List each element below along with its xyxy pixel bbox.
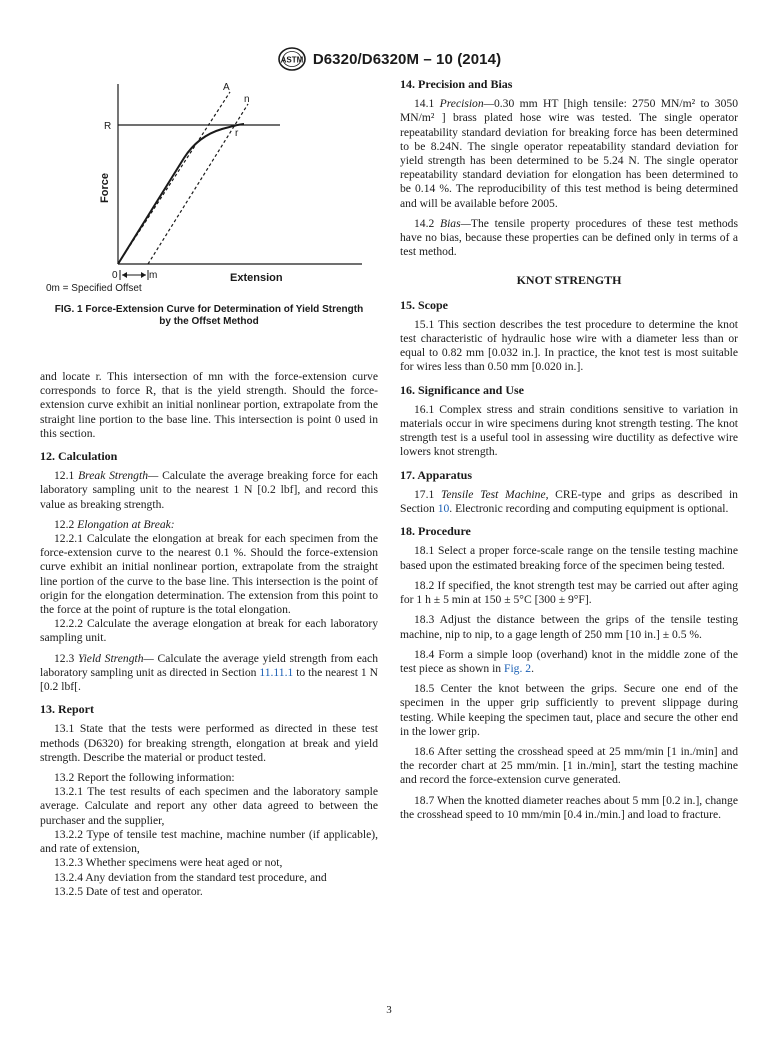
paragraph-12-2: 12.2 Elongation at Break: — [54, 517, 175, 531]
paragraph-18-4: 18.4 Form a simple loop (overhand) knot in the middle zone of the test piece as shown in Fig. 2. — [400, 647, 738, 675]
label-A: A — [223, 82, 230, 93]
paragraph-13-2-2: 13.2.2 Type of tensile test machine, machine number (if applicable), and rate of extension, — [40, 827, 378, 856]
paragraph-14-1: 14.1 Precision—0.30 mm HT [high tensile: 2750 MN/m² to 3050 MN/m² ] brass plated hose wire was tested. The single operator repeatability standard deviation for breaking force has been determined to be 8.24N. The single operator repeatability standard deviation for yield strength has been determined to be 5.24 N. The single operator repeatability standard deviation for elongation has been determined to be 0.14 %. The reproducibility of this test method is being determined and will be available before 2005. — [400, 97, 738, 210]
paragraph-13-2: 13.2 Report the following information: — [54, 771, 235, 785]
heading-scope: 15. Scope — [400, 297, 448, 312]
heading-procedure: 18. Procedure — [400, 524, 471, 539]
heading-calculation: 12. Calculation — [40, 449, 118, 464]
heading-report: 13. Report — [40, 702, 94, 717]
figure-caption: FIG. 1 Force-Extension Curve for Determination of Yield Strength by the Offset Method — [54, 304, 364, 327]
right-column — [400, 77, 738, 828]
paragraph-18-3: 18.3 Adjust the distance between the grips of the tensile testing machine, nip to nip, to a gage length of 250 mm [10 in.] ± 0.5 %. — [400, 613, 738, 641]
section-link-10[interactable]: 10 — [437, 502, 450, 516]
paragraph-12-3: 12.3 Yield Strength— Calculate the average yield strength from each laboratory sampling unit as directed in Section 11.11.1 to the nearest 1 N [0.2 lbf[. — [40, 651, 379, 694]
paragraph-13-2-1: 13.2.1 The test results of each specimen and the laboratory sample average. Calculate and report any other data agreed to between the purchaser and the supplier, — [40, 785, 378, 827]
paragraph-13-2-4: 13.2.4 Any deviation from the standard test procedure, and — [54, 870, 327, 884]
paragraph-18-7: 18.7 When the knotted diameter reaches about 5 mm [0.2 in.], change the crosshead speed to 10 mm/min [0.4 in./min.] and load to fracture. — [400, 793, 738, 821]
paragraph-16-1: 16.1 Complex stress and strain conditions sensitive to variation in materials occur in wire specimens during knot strength testing. The knot strength test is a useful tool in assessing wire ductility as defective wire lowers knot strength. — [400, 402, 738, 459]
heading-significance: 16. Significance and Use — [400, 382, 525, 397]
line-mn — [148, 104, 248, 264]
paragraph-18-2: 18.2 If specified, the knot strength test may be carried out after aging for 1 h ± 5 min at 150 ± 5°C [300 ± 9°F]. — [400, 578, 738, 607]
offset-note: 0m = Specified Offset — [46, 283, 142, 294]
force-extension-diagram — [40, 78, 378, 303]
paragraph-18-5: 18.5 Center the knot between the grips. Secure one end of the specimen in the upper grip sufficiently to prevent slippage during testing. While keeping the specimen taut, place and secure the other end in the lower grip. — [400, 682, 738, 738]
document-designation: D6320/D6320M – 10 (2014) — [312, 50, 502, 68]
paragraph-13-2-5: 13.2.5 Date of test and operator. — [54, 884, 203, 898]
paragraph-18-6: 18.6 After setting the crosshead speed at 25 mm/min [1 in./min] and the recorder chart at 25 mm/min. [1 in./min], start the testing machine and record the force-extension curve generated. — [400, 744, 738, 787]
astm-logo-icon — [277, 46, 307, 72]
paragraph-12-2-2: 12.2.2 Calculate the average elongation at break for each laboratory sampling unit. — [40, 617, 378, 645]
label-0: 0 — [112, 270, 118, 281]
heading-precision-bias: 14. Precision and Bias — [400, 77, 513, 91]
paragraph-12-1: 12.1 Break Strength— Calculate the average breaking force for each laboratory sampling unit to the nearest 1 N [0.2 lbf], and record this value as breaking strength. — [40, 469, 378, 511]
force-extension-curve — [118, 124, 244, 264]
paragraph-intro: and locate r. This intersection of mn with the force-extension curve corresponds to force R, that is the yield strength. Should the force-extension curve exhibit an initial nonlinear portion, extrapolate from the straight line portion to the base line. This intersection is point 0 used in this section. — [40, 370, 378, 440]
extension-axis-label: Extension — [230, 272, 283, 284]
heading-apparatus: 17. Apparatus — [400, 467, 473, 482]
paragraph-17-1: 17.1 Tensile Test Machine, CRE-type and grips as described in Section 10. Electronic recording and computing equipment is optional. — [400, 487, 738, 516]
paragraph-13-2-3: 13.2.3 Whether specimens were heat aged or not, — [54, 856, 283, 870]
figure-link-fig-2[interactable]: Fig. 2 — [504, 661, 532, 675]
left-column — [40, 370, 378, 899]
paragraph-12-2-1: 12.2.1 Calculate the elongation at break for each specimen from the force-extension curve to the nearest 0.1 %. Should the force-extension curve exhibit an initial nonlinear portion, extrapolate from the straight line portion of the curve to the base line. This intersection is the point of origin for the elongation determination. The extension from this point to the force at the point of rupture is the total elongation. — [40, 532, 378, 617]
label-R: R — [104, 121, 112, 132]
force-axis-label: Force — [99, 173, 111, 203]
page-header — [0, 44, 778, 74]
svg-text:ASTM: ASTM — [280, 55, 304, 65]
paragraph-13-1: 13.1 State that the tests were performed as directed in these test methods (D6320) for breaking strength, elongation at break and yield strength. Describe the material or product tested. — [40, 722, 378, 764]
section-link-11-11-1[interactable]: 11.11.1 — [259, 665, 294, 679]
paragraph-18-1: 18.1 Select a proper force-scale range on the tensile testing machine based upon the estimated breaking force of the specimen being tested. — [400, 544, 738, 572]
paragraph-14-2: 14.2 Bias—The tensile property procedures of these test methods have no bias, because these properties can be defined only in terms of a test method. — [400, 216, 738, 259]
label-m: m — [149, 270, 158, 281]
paragraph-15-1: 15.1 This section describes the test procedure to determine the knot test characteristic of hydraulic hose wire with a diameter less than or equal to 0.82 mm [0.032 in.]. In practice, the knot test is most suitable for wires less than 0.50 mm [0.020 in.]. — [400, 317, 738, 374]
heading-knot-strength: KNOT STRENGTH — [516, 273, 622, 288]
page-number: 3 — [386, 1004, 392, 1016]
figure-1 — [40, 78, 378, 340]
label-r: r — [235, 128, 239, 139]
label-n: n — [244, 94, 250, 105]
